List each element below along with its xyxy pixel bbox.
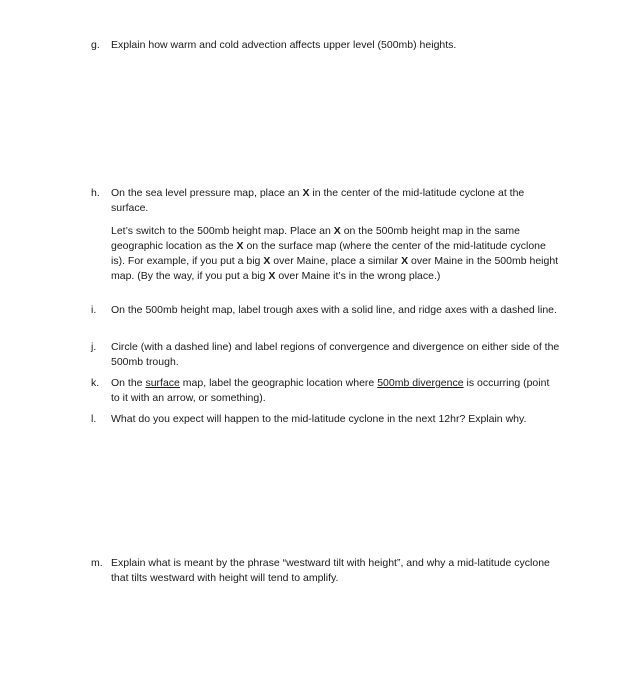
question-letter: i. (91, 304, 97, 316)
question-letter: g. (91, 39, 100, 51)
question-text: Explain what is meant by the phrase “westward tilt with height”, and why a mid-latitude cyclone that tilts westward with height will tend to amplify. (111, 557, 550, 584)
question-h (91, 186, 561, 284)
question-letter: j. (91, 341, 97, 353)
underlined-term: surface (145, 377, 180, 389)
question-text: On the 500mb height map, label trough axes with a solid line, and ridge axes with a dashed line. (111, 304, 557, 316)
question-paragraph: On the sea level pressure map, place an X in the center of the mid-latitude cyclone at the surface. (111, 187, 525, 214)
question-text: On the surface map, label the geographic location where 500mb divergence is occurring (point to it with an arrow, or something). (111, 377, 550, 404)
question-text: Explain how warm and cold advection affects upper level (500mb) heights. (111, 39, 457, 51)
question-letter: k. (91, 377, 100, 389)
question-m (91, 556, 561, 586)
question-text: Circle (with a dashed line) and label regions of convergence and divergence on either side of the 500mb trough. (111, 341, 560, 368)
question-i (91, 303, 561, 318)
question-g (91, 38, 561, 53)
question-letter: m. (91, 557, 103, 569)
underlined-term: 500mb divergence (377, 377, 464, 389)
question-l (91, 412, 561, 427)
question-letter: l. (91, 413, 97, 425)
question-text: What do you expect will happen to the mid-latitude cyclone in the next 12hr? Explain why. (111, 413, 527, 425)
question-body (111, 186, 561, 284)
question-paragraph: Let’s switch to the 500mb height map. Place an X on the 500mb height map in the same geographic location as the X on the surface map (where the center of the mid-latitude cyclone is). For example, if you put a big X over Maine, place a similar X over Maine in the 500mb height map. (By the way, if you put a big X over Maine it’s in the wrong place.) (111, 225, 559, 282)
question-j (91, 340, 561, 370)
question-k (91, 376, 561, 406)
question-letter: h. (91, 187, 100, 199)
